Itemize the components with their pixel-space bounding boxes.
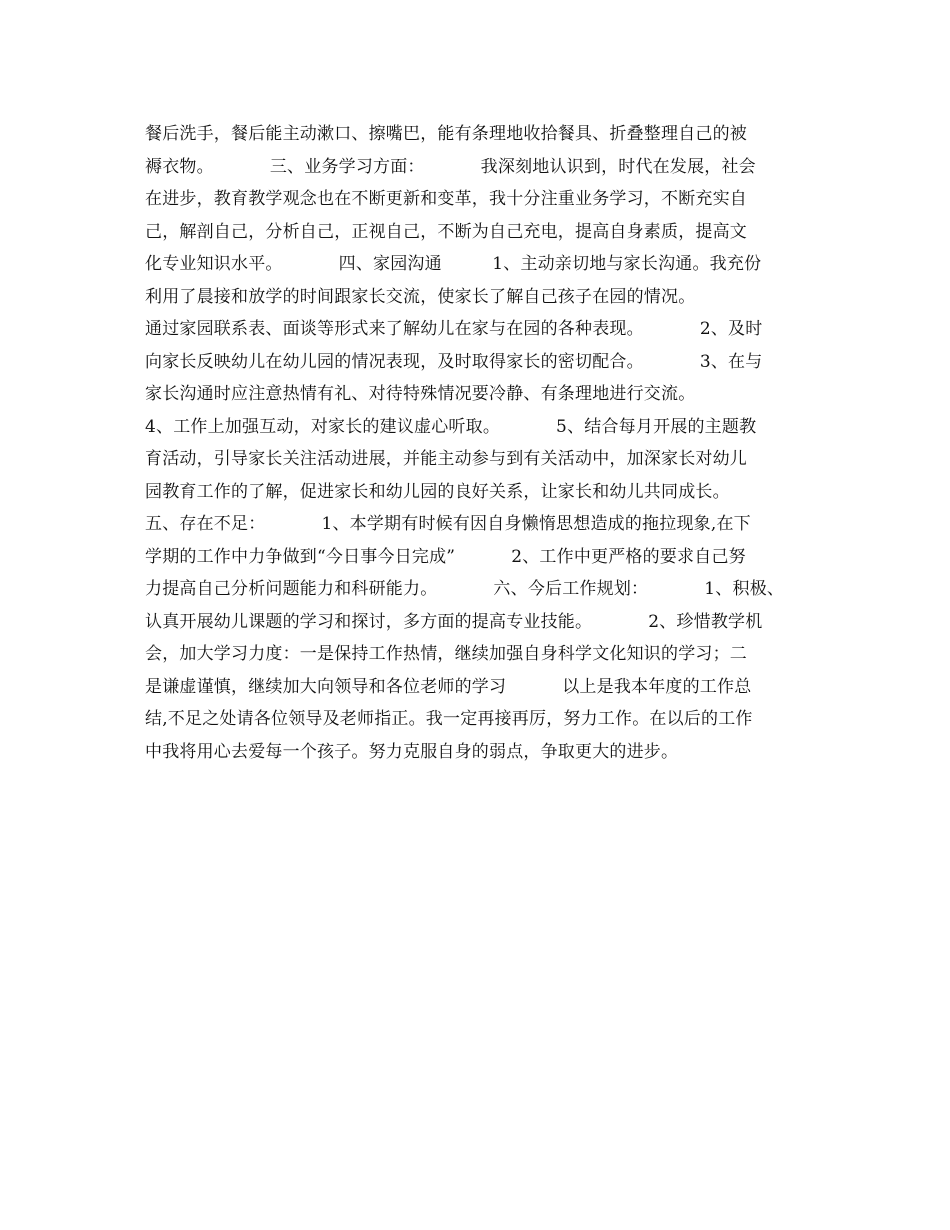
text-line-10: 4、工作上加强互动，对家长的建议虚心听取。 5、结合每月开展的主题教 — [145, 416, 757, 437]
text-line-7: 通过家园联系表、面谈等形式来了解幼儿在家与在园的各种表现。 2、及时 — [145, 319, 763, 339]
text-line-6: 利用了晨接和放学的时间跟家长交流，使家长了解自己孩子在园的情况。 — [145, 286, 696, 307]
text-line-9: 家长沟通时应注意热情有礼、对待特殊情况要冷静、有条理地进行交流。 — [145, 384, 696, 404]
text-line-20: 中我将用心去爱每一个孩子。努力克服自身的弱点，争取更大的进步。 — [145, 741, 679, 762]
text-line-8: 向家长反映幼儿在幼儿园的情况表现，及时取得家长的密切配合。 3、在与 — [145, 351, 763, 372]
text-line-11: 育活动，引导家长关注活动进展，并能主动参与到有关活动中，加深家长对幼儿 — [145, 449, 747, 469]
text-line-19: 结,不足之处请各位领导及老师指正。我一定再接再厉，努力工作。在以后的工作 — [145, 709, 753, 729]
text-line-15: 力提高自己分析问题能力和科研能力。 六、今后工作规划： 1、积极、 — [145, 579, 785, 599]
text-line-1: 餐后洗手，餐后能主动漱口、擦嘴巴，能有条理地收拾餐具、折叠整理自己的被 — [145, 124, 747, 144]
text-line-4: 己，解剖自己，分析自己，正视自己，不断为自己充电，提高自身素质，提高文 — [145, 221, 747, 242]
text-line-17: 会，加大学习力度：一是保持工作热情，继续加强自身科学文化知识的学习；二 — [145, 644, 747, 664]
text-line-18: 是谦虚谨慎，继续加大向领导和各位老师的学习 以上是我本年度的工作总 — [145, 676, 752, 697]
text-line-12: 园教育工作的了解，促进家长和幼儿园的良好关系，让家长和幼儿共同成长。 — [145, 481, 730, 502]
text-line-3: 在进步，教育教学观念也在不断更新和变革，我十分注重业务学习，不断充实自 — [145, 189, 747, 209]
body-text — [145, 118, 825, 768]
text-line-14: 学期的工作中力争做到“今日事今日完成” 2、工作中更严格的要求自己努 — [145, 546, 746, 567]
text-line-16: 认真开展幼儿课题的学习和探讨，多方面的提高专业技能。 2、珍惜教学机 — [145, 611, 763, 632]
text-line-13: 五、存在不足： 1、本学期有时候有因自身懒惰思想造成的拖拉现象,在下 — [145, 514, 751, 534]
text-line-2: 褥衣物。 三、业务学习方面： 我深刻地认识到，时代在发展，社会 — [145, 156, 756, 177]
text-line-5: 化专业知识水平。 四、家园沟通 1、主动亲切地与家长沟通。我充份 — [145, 254, 762, 274]
